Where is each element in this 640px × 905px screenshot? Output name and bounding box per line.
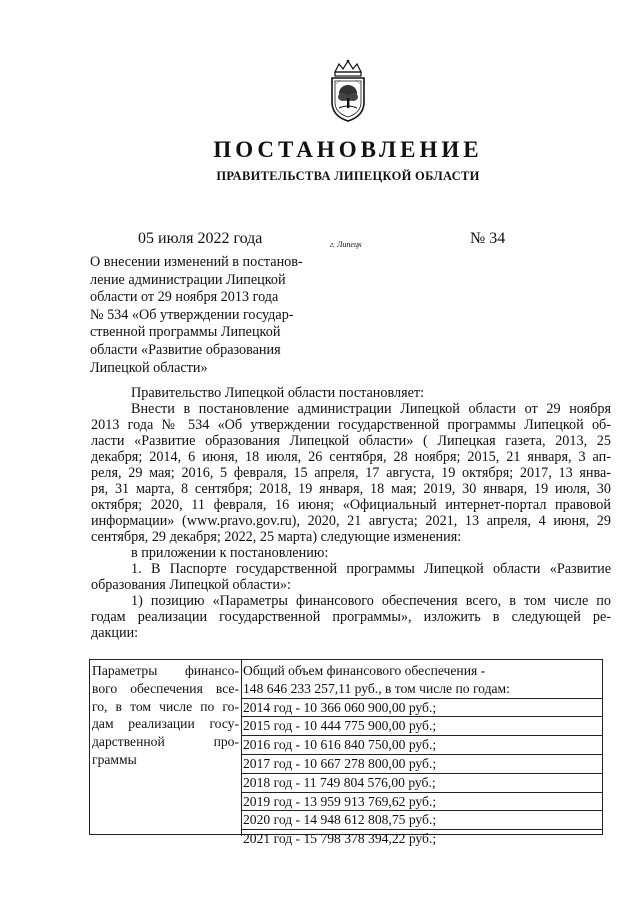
body-line: декабря; 2014, 6 июня, 18 июля, 26 сентября, 28 ноября; 2015, 21 января, 3 ап- bbox=[91, 449, 611, 465]
body-line: Правительство Липецкой области постановляет: bbox=[131, 385, 425, 401]
body-line: реля, 29 мая; 2016, 5 февраля, 15 апреля, 17 августа, 19 октября; 2017, 13 янва- bbox=[91, 465, 611, 481]
document-number: № 34 bbox=[470, 230, 506, 247]
document-subject bbox=[90, 254, 330, 377]
body-line: Внести в постановление администрации Липецкой области от 29 ноября bbox=[131, 401, 611, 417]
body-line: октября; 2020, 11 февраля, 16 июня; «Официальный интернет-портал правовой bbox=[91, 497, 611, 513]
document-body bbox=[91, 385, 611, 641]
financing-table bbox=[89, 659, 603, 847]
table-row: 2014 год - 10 366 060 900,00 руб.; bbox=[241, 698, 602, 717]
table-row: 2017 год - 10 667 278 800,00 руб.; bbox=[241, 754, 602, 773]
label-line: вого обеспечения все- bbox=[92, 680, 239, 696]
table-row: 2020 год - 14 948 612 808,75 руб.; bbox=[241, 810, 602, 829]
table-row: 148 646 233 257,11 руб., в том числе по годам: bbox=[243, 680, 510, 696]
body-line: образования Липецкой области»: bbox=[91, 577, 291, 593]
document-subtitle: ПРАВИТЕЛЬСТВА ЛИПЕЦКОЙ ОБЛАСТИ bbox=[216, 169, 480, 183]
label-line: граммы bbox=[92, 751, 137, 767]
table-row: 2015 год - 10 444 775 900,00 руб.; bbox=[241, 716, 602, 735]
body-line: ря, 31 марта, 8 сентября; 2018, 19 января, 18 мая; 2019, 30 января, 19 июля, 30 bbox=[91, 481, 611, 497]
coat-of-arms-icon bbox=[326, 58, 370, 124]
body-line: годам реализации государственной программы», изложить в следующей ре- bbox=[91, 609, 611, 625]
subject-line: № 534 «Об утверждении государ- bbox=[90, 306, 294, 323]
table-row: 2018 год - 11 749 804 576,00 руб.; bbox=[241, 773, 602, 792]
body-line: сентября, 29 декабря; 2022, 25 марта) следующие изменения: bbox=[91, 529, 462, 545]
table-row: Общий объем финансового обеспечения - bbox=[243, 663, 486, 678]
table-row: 2021 год - 15 798 378 394,22 руб.; bbox=[241, 829, 602, 848]
subject-line: О внесении изменений в постанов- bbox=[90, 254, 303, 270]
document-date: 05 июля 2022 года bbox=[138, 230, 263, 247]
table-row: 2016 год - 10 616 840 750,00 руб.; bbox=[241, 735, 602, 754]
document-place: г. Липецк bbox=[330, 240, 362, 249]
subject-line: области «Развитие образования bbox=[90, 341, 281, 358]
body-line: в приложении к постановлению: bbox=[131, 545, 329, 561]
body-line: 2013 года № 534 «Об утверждении государственной программы Липецкой об- bbox=[91, 417, 611, 433]
table-value-cell bbox=[243, 662, 602, 848]
body-line: дакции: bbox=[91, 625, 139, 641]
body-line: 1) позицию «Параметры финансового обеспечения всего, в том числе по bbox=[131, 593, 611, 609]
subject-line: Липецкой области» bbox=[90, 359, 208, 376]
document-title: ПОСТАНОВЛЕНИЕ bbox=[213, 137, 483, 162]
label-line: дам реализации госу- bbox=[92, 716, 239, 732]
body-line: 1. В Паспорте государственной программы Липецкой области «Развитие bbox=[131, 561, 611, 577]
label-line: дарственной про- bbox=[92, 734, 239, 750]
label-line: го, в том числе по го- bbox=[92, 698, 239, 714]
label-line: Параметры финансо- bbox=[92, 663, 239, 678]
body-line: информации» (www.pravo.gov.ru), 2020, 21 августа; 2021, 13 апреля, 4 июня, 29 bbox=[91, 513, 611, 529]
body-line: ласти «Развитие образования Липецкой области» ( Липецкая газета, 2013, 25 bbox=[91, 433, 611, 449]
subject-line: ственной программы Липецкой bbox=[90, 324, 281, 341]
subject-line: ление администрации Липецкой bbox=[90, 271, 286, 288]
table-row: 2019 год - 13 959 913 769,62 руб.; bbox=[241, 792, 602, 811]
subject-line: области от 29 ноября 2013 года bbox=[90, 289, 279, 306]
table-label-cell bbox=[92, 662, 239, 769]
